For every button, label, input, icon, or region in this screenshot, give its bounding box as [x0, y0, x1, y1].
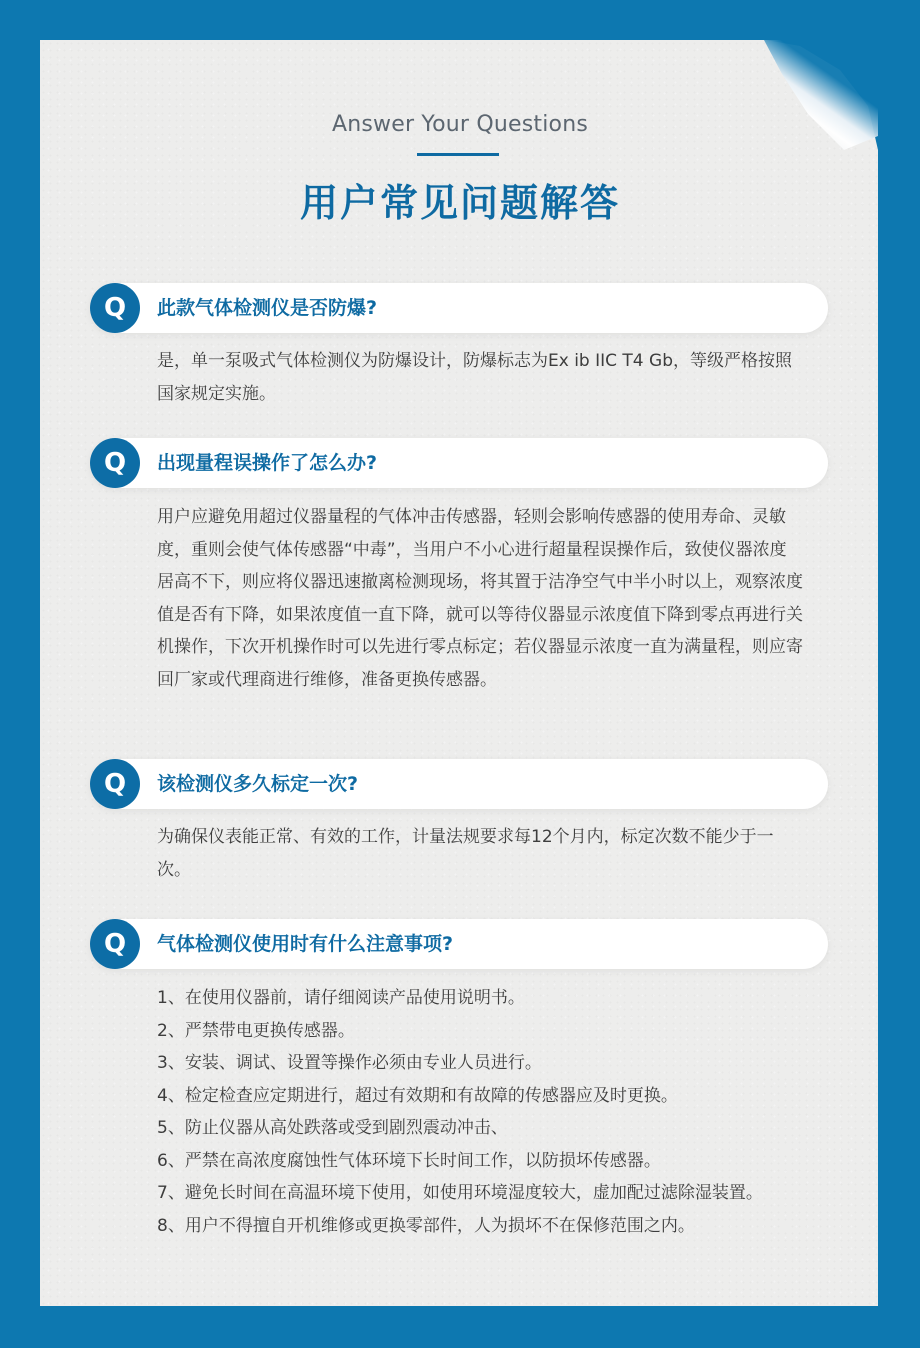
faq-question-1	[90, 283, 828, 333]
faq-answer-text: 为确保仪表能正常、有效的工作，计量法规要求每12个月内，标定次数不能少于一次。	[157, 827, 774, 880]
faq-question-text: 气体检测仪使用时有什么注意事项?	[157, 933, 454, 955]
precaution-item: 4、检定检查应定期进行，超过有效期和有故障的传感器应及时更换。	[157, 1085, 678, 1106]
faq-question-text: 此款气体检测仪是否防爆?	[157, 297, 378, 319]
faq-answer-4	[157, 982, 803, 1242]
faq-question-2	[90, 438, 828, 488]
precaution-item: 3、安装、调试、设置等操作必须由专业人员进行。	[157, 1053, 542, 1073]
precaution-item: 2、严禁带电更换传感器。	[157, 1020, 355, 1041]
precaution-item: 7、避免长时间在高温环境下使用，如使用环境湿度较大，虚加配过滤除湿装置。	[157, 1183, 763, 1203]
precaution-item: 1、在使用仪器前，请仔细阅读产品使用说明书。	[157, 988, 525, 1008]
faq-question-text: 出现量程误操作了怎么办?	[157, 452, 378, 474]
faq-answer-1	[157, 345, 803, 410]
faq-answer-3	[157, 821, 803, 886]
q-badge-icon: Q	[90, 283, 140, 333]
q-badge-icon: Q	[90, 759, 140, 809]
faq-question-4	[90, 919, 828, 969]
precaution-item: 6、严禁在高浓度腐蚀性气体环境下长时间工作，以防损坏传感器。	[157, 1150, 661, 1171]
q-badge-icon: Q	[90, 919, 140, 969]
faq-question-text: 该检测仪多久标定一次?	[157, 773, 359, 795]
faq-answer-text: 是，单一泵吸式气体检测仪为防爆设计，防爆标志为Ex ib IIC T4 Gb，等级严格按照国家规定实施。	[157, 351, 792, 404]
page-title: 用户常见问题解答	[299, 181, 620, 225]
precaution-item: 5、防止仪器从高处跌落或受到剧烈震动冲击、	[157, 1118, 508, 1138]
header-subtitle: Answer Your Questions	[331, 112, 589, 137]
faq-answer-text: 用户应避免用超过仪器量程的气体冲击传感器，轻则会影响传感器的使用寿命、灵敏度，重则会使气体传感器“中毒”，当用户不小心进行超量程误操作后，致使仪器浓度居高不下，则应将仪器迅速撤离检测现场，将其置于洁净空气中半小时以上，观察浓度值是否有下降，如果浓度值一直下降，就可以等待仪器显示浓度值下降到零点再进行关机操作，下次开机操作时可以先进行零点标定；若仪器显示浓度一直为满量程，则应寄回厂家或代理商进行维修，准备更换传感器。	[157, 507, 803, 690]
header-divider	[417, 153, 499, 156]
precaution-item: 8、用户不得擅自开机维修或更换零部件，人为损坏不在保修范围之内。	[157, 1215, 695, 1236]
q-badge-icon: Q	[90, 438, 140, 488]
faq-question-3	[90, 759, 828, 809]
faq-answer-2	[157, 501, 803, 696]
